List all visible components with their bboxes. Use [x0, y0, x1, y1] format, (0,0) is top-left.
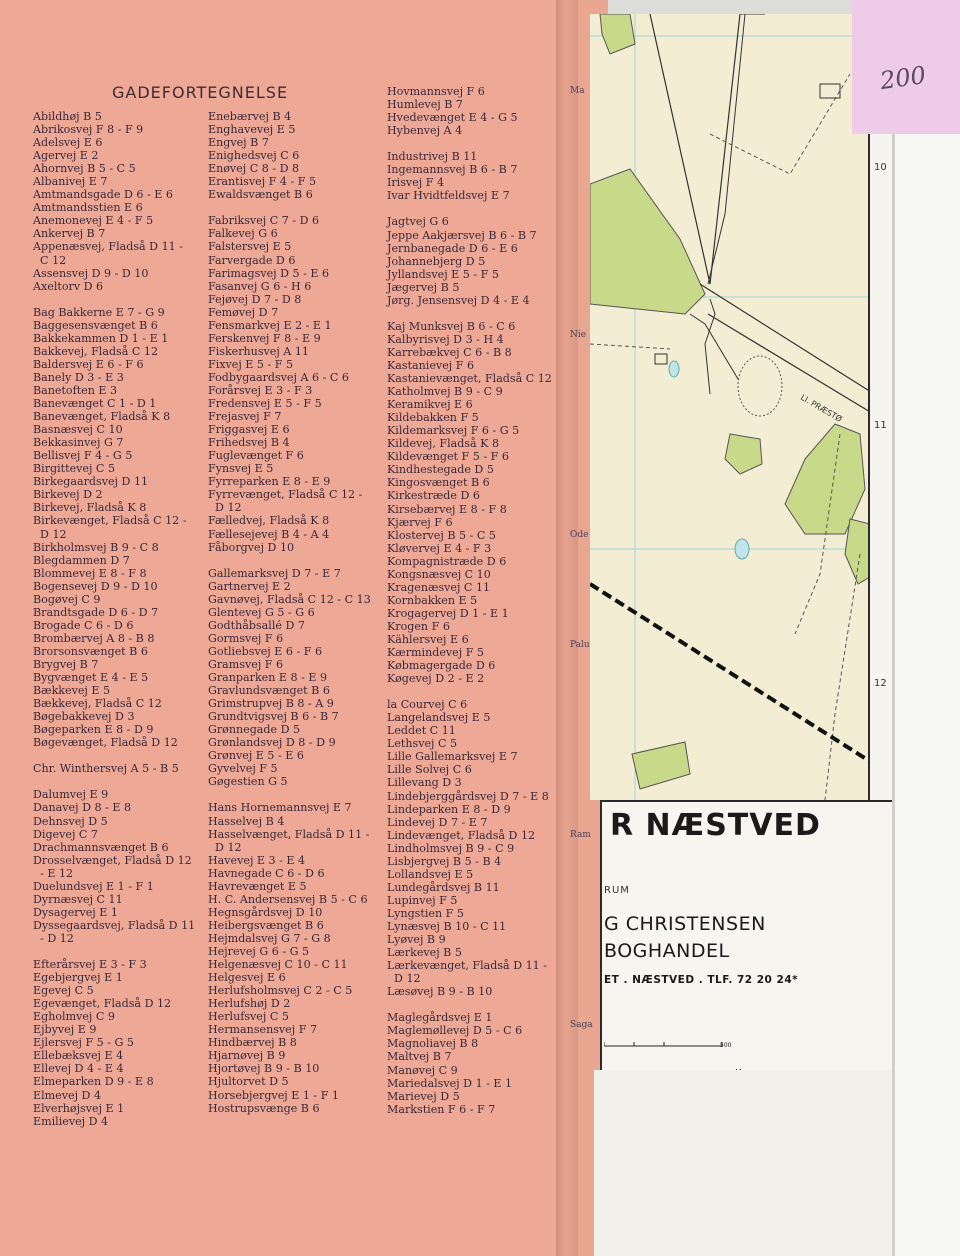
- grid-label: 12: [874, 678, 887, 689]
- street-entry: Krogagervej D 1 - E 1: [387, 606, 509, 620]
- street-entry: Falkevej G 6: [208, 227, 278, 241]
- street-entry: Godthåbsallé D 7: [208, 618, 305, 632]
- street-entry: Banetoften E 3: [33, 383, 118, 397]
- street-entry: Keramikvej E 6: [387, 398, 473, 412]
- street-entry: Farvergade D 6: [208, 253, 296, 267]
- street-entry: Drachmannsvænget B 6: [33, 840, 169, 854]
- street-entry: Industrivej B 11: [387, 150, 478, 164]
- street-column-2: [208, 110, 371, 1115]
- street-entry: Havrevænget E 5: [208, 879, 307, 893]
- map-drawing: [590, 14, 890, 800]
- street-entry: Lyngstien F 5: [387, 906, 464, 920]
- street-entry: Maglegårdsvej E 1: [387, 1011, 493, 1025]
- street-entry: Birgittevej C 5: [33, 462, 116, 476]
- street-entry: Herlufsholmsvej C 2 - C 5: [208, 984, 353, 998]
- street-entry: Klostervej B 5 - C 5: [387, 528, 496, 542]
- street-entry: Bekkasinvej G 7: [33, 436, 124, 450]
- street-entry: Hybenvej A 4: [387, 124, 463, 138]
- street-entry: Heibergsvænget B 6: [208, 918, 324, 932]
- street-entry: Baggesensvænget B 6: [33, 318, 158, 332]
- street-entry: Bygvænget E 4 - E 5: [33, 671, 149, 685]
- street-entry: Banevænget, Fladså K 8: [33, 410, 171, 424]
- street-entry: Lindevænget, Fladså D 12: [387, 828, 536, 842]
- street-entry: [387, 137, 552, 150]
- street-entry: la Courvej C 6: [387, 698, 468, 712]
- street-entry: Bækkevej E 5: [33, 684, 111, 698]
- street-entry: [387, 202, 552, 215]
- street-entry: Ivar Hvidtfeldsvej E 7: [387, 189, 510, 203]
- street-entry: Appenæsvej, Fladså D 11 -: [33, 240, 183, 254]
- street-entry: D 12: [33, 527, 67, 541]
- edge-text: Nie: [570, 330, 587, 340]
- street-entry: D 12: [208, 501, 242, 515]
- street-entry: Lindevej D 7 - E 7: [387, 815, 488, 829]
- street-entry: Kastanievej F 6: [387, 358, 475, 372]
- street-entry: Duelundsvej E 1 - F 1: [33, 879, 154, 893]
- street-entry: Engvej B 7: [208, 136, 269, 150]
- legend-scale: 500: [720, 1042, 732, 1049]
- street-column-3: [387, 85, 552, 1116]
- street-entry: Mariedalsvej D 1 - E 1: [387, 1076, 513, 1090]
- street-entry: Anemonevej E 4 - F 5: [33, 214, 154, 228]
- street-entry: Hermansensvej F 7: [208, 1023, 317, 1037]
- street-entry: Lyøvej B 9: [387, 933, 446, 947]
- street-entry: Granparken E 8 - E 9: [208, 671, 328, 685]
- street-entry: Leddet C 11: [387, 724, 456, 738]
- edge-text: Palu: [570, 640, 590, 650]
- street-entry: Helgenæsvej C 10 - C 11: [208, 958, 348, 972]
- street-entry: Bogøvej C 9: [33, 592, 101, 606]
- map-page-edges: [594, 1070, 894, 1256]
- street-entry: Langelandsvej E 5: [387, 711, 491, 725]
- street-entry: Digevej C 7: [33, 827, 98, 841]
- street-entry: Dysagervej E 1: [33, 905, 118, 919]
- street-entry: Lundegårdsvej B 11: [387, 880, 500, 894]
- street-entry: Hasselvænget, Fladså D 11 -: [208, 827, 370, 841]
- street-entry: Gartnervej E 2: [208, 579, 291, 593]
- street-entry: Kærmindevej F 5: [387, 646, 484, 660]
- street-column-1: [33, 110, 195, 1128]
- street-entry: Forårsvej E 3 - F 3: [208, 383, 313, 397]
- street-entry: Herlufshøj D 2: [208, 997, 291, 1011]
- street-entry: Lindholmsvej B 9 - C 9: [387, 841, 515, 855]
- street-entry: Birkevej D 2: [33, 488, 103, 502]
- street-entry: Kastanievænget, Fladså C 12: [387, 372, 552, 386]
- street-entry: Frihedsvej B 4: [208, 436, 290, 450]
- street-entry: [33, 749, 195, 762]
- street-entry: Egholmvej C 9: [33, 1010, 115, 1024]
- street-entry: Gøgestien G 5: [208, 775, 288, 789]
- street-entry: Drosselvænget, Fladså D 12: [33, 853, 192, 867]
- street-entry: Jyllandsvej E 5 - F 5: [387, 267, 499, 281]
- street-entry: Gormsvej F 6: [208, 631, 284, 645]
- street-entry: Helgesvej E 6: [208, 971, 286, 985]
- map-legend-edge: [870, 800, 892, 1072]
- edge-text: Saga: [570, 1020, 593, 1030]
- street-entry: Magnoliavej B 8: [387, 1037, 479, 1051]
- street-entry: Jægervej B 5: [387, 280, 460, 294]
- street-entry: Lille Solvej C 6: [387, 763, 472, 777]
- street-entry: Friggasvej E 6: [208, 423, 290, 437]
- street-entry: [33, 293, 195, 306]
- street-entry: Ferskenvej F 8 - E 9: [208, 331, 321, 345]
- street-entry: Ejbyvej E 9: [33, 1023, 97, 1037]
- street-entry: Enebærvej B 4: [208, 110, 292, 123]
- street-entry: Fabriksvej C 7 - D 6: [208, 214, 320, 228]
- street-entry: Hjortøvej B 9 - B 10: [208, 1062, 320, 1076]
- street-entry: Frejasvej F 7: [208, 410, 282, 424]
- street-entry: Fyrreparken E 8 - E 9: [208, 475, 331, 489]
- street-entry: Kaj Munksvej B 6 - C 6: [387, 319, 516, 333]
- street-entry: Irisvej F 4: [387, 176, 445, 190]
- scale-bar: [604, 1040, 724, 1048]
- street-entry: Gramsvej F 6: [208, 657, 284, 671]
- street-entry: Hjarnøvej B 9: [208, 1049, 286, 1063]
- price-note-text: 200: [878, 60, 928, 96]
- street-entry: Fiskerhusvej A 11: [208, 344, 309, 358]
- street-entry: Kildebakken F 5: [387, 411, 479, 425]
- street-entry: Grimstrupvej B 8 - A 9: [208, 697, 334, 711]
- street-entry: Chr. Winthersvej A 5 - B 5: [33, 762, 179, 776]
- street-entry: Blommevej E 8 - F 8: [33, 566, 147, 580]
- street-entry: Hjultorvet D 5: [208, 1075, 289, 1089]
- street-entry: Hegnsgårdsvej D 10: [208, 905, 323, 919]
- street-entry: Lynæsvej B 10 - C 11: [387, 920, 507, 933]
- street-entry: Gallemarksvej D 7 - E 7: [208, 566, 341, 580]
- street-entry: Køgevej D 2 - E 2: [387, 672, 485, 686]
- street-entry: Jeppe Aakjærsvej B 6 - B 7: [387, 228, 537, 242]
- street-entry: Lindebjerggårdsvej D 7 - E 8: [387, 789, 549, 803]
- street-entry: Gavnøvej, Fladså C 12 - C 13: [208, 592, 371, 606]
- grid-label: 11: [874, 420, 887, 431]
- edge-text: Ma: [570, 86, 585, 96]
- street-entry: Elmeparken D 9 - E 8: [33, 1075, 154, 1089]
- street-entry: Marievej D 5: [387, 1089, 460, 1103]
- street-entry: Lindeparken E 8 - D 9: [387, 802, 511, 816]
- street-entry: Falstersvej E 5: [208, 240, 292, 254]
- street-entry: Kornbakken E 5: [387, 593, 478, 607]
- street-entry: Ellebæksvej E 4: [33, 1049, 124, 1063]
- street-entry: Amtmandsstien E 6: [33, 201, 143, 215]
- street-entry: Fensmarkvej E 2 - E 1: [208, 318, 332, 332]
- grid-label: 10: [874, 162, 887, 173]
- street-entry: Birkholmsvej B 9 - C 8: [33, 540, 159, 554]
- street-entry: Bogensevej D 9 - D 10: [33, 579, 158, 593]
- street-entry: Banevænget C 1 - D 1: [33, 397, 157, 411]
- street-entry: Blegdammen D 7: [33, 553, 130, 567]
- street-entry: Ellevej D 4 - E 4: [33, 1062, 124, 1076]
- street-entry: Efterårsvej E 3 - F 3: [33, 958, 147, 972]
- street-entry: Bøgebakkevej D 3: [33, 710, 135, 724]
- street-entry: Kählersvej E 6: [387, 632, 469, 646]
- panel-fold: [556, 0, 578, 1256]
- street-entry: Læsøvej B 9 - B 10: [387, 985, 493, 999]
- street-entry: Birkevej, Fladså K 8: [33, 501, 147, 515]
- street-entry: Lethsvej C 5: [387, 737, 458, 751]
- street-entry: Lisbjergvej B 5 - B 4: [387, 854, 502, 868]
- street-entry: Købmagergade D 6: [387, 659, 496, 673]
- street-entry: Ingemannsvej B 6 - B 7: [387, 163, 518, 177]
- street-entry: Ahornvej B 5 - C 5: [33, 162, 136, 176]
- street-entry: Jernbanegade D 6 - E 6: [387, 241, 518, 255]
- street-entry: Kløvervej E 4 - F 3: [387, 541, 492, 555]
- street-entry: Albanivej E 7: [33, 175, 108, 189]
- street-entry: Hejmdalsvej G 7 - G 8: [208, 931, 331, 945]
- street-entry: Hans Hornemannsvej E 7: [208, 801, 352, 815]
- street-entry: Fælledvej, Fladså K 8: [208, 514, 330, 528]
- street-entry: Hindbærvej B 8: [208, 1036, 297, 1050]
- street-entry: Havevej E 3 - E 4: [208, 853, 306, 867]
- street-entry: Bøgevænget, Fladså D 12: [33, 736, 178, 750]
- street-entry: [387, 998, 552, 1011]
- street-entry: Enøvej C 8 - D 8: [208, 162, 300, 176]
- street-entry: Fællesejevej B 4 - A 4: [208, 527, 330, 541]
- street-entry: Bakkekammen D 1 - E 1: [33, 331, 169, 345]
- street-entry: Ejlersvej F 5 - G 5: [33, 1036, 134, 1050]
- street-entry: Fixvej E 5 - F 5: [208, 357, 294, 371]
- street-entry: Fynsvej E 5: [208, 462, 274, 476]
- street-entry: Kongsnæsvej C 10: [387, 567, 491, 581]
- street-entry: Kalbyrisvej D 3 - H 4: [387, 332, 504, 346]
- street-entry: Axeltorv D 6: [33, 279, 104, 293]
- street-entry: Hovmannsvej F 6: [387, 85, 485, 98]
- street-entry: Lupinvej F 5: [387, 893, 458, 907]
- street-entry: Hvedevænget E 4 - G 5: [387, 111, 518, 125]
- street-entry: [33, 945, 195, 958]
- street-entry: Lollandsvej E 5: [387, 867, 474, 881]
- street-entry: Lille Gallemarksvej E 7: [387, 750, 518, 764]
- street-entry: Lærkevænget, Fladså D 11 -: [387, 959, 548, 973]
- street-entry: Kompagnistræde D 6: [387, 554, 507, 568]
- street-entry: Kjærvej F 6: [387, 515, 453, 529]
- street-entry: Emilievej D 4: [33, 1114, 109, 1128]
- street-entry: Kindhestegade D 5: [387, 463, 494, 477]
- street-entry: - D 12: [33, 931, 74, 945]
- street-entry: [208, 554, 371, 567]
- street-entry: Basnæsvej C 10: [33, 423, 123, 437]
- street-entry: Ankervej B 7: [33, 227, 106, 241]
- street-entry: Egevej C 5: [33, 984, 94, 998]
- street-entry: Hejrevej G 6 - G 5: [208, 945, 310, 958]
- svg-text:Ll. PRÆSTØ: Ll. PRÆSTØ: [799, 392, 844, 424]
- street-entry: Jørg. Jensensvej D 4 - E 4: [387, 293, 530, 307]
- street-entry: Kirsebærvej E 8 - F 8: [387, 502, 507, 516]
- street-entry: D 12: [387, 972, 421, 986]
- city-map: [590, 14, 890, 800]
- street-entry: Fuglevænget F 6: [208, 449, 304, 463]
- street-entry: C 12: [33, 253, 67, 267]
- street-entry: Markstien F 6 - F 7: [387, 1102, 496, 1116]
- street-entry: - E 12: [33, 866, 74, 880]
- street-entry: Brogade C 6 - D 6: [33, 618, 134, 632]
- street-entry: [208, 788, 371, 801]
- street-entry: Humlevej B 7: [387, 98, 463, 112]
- legend-subtitle: RUM: [604, 885, 630, 896]
- street-entry: Assensvej D 9 - D 10: [33, 266, 149, 280]
- street-entry: Bækkevej, Fladså C 12: [33, 697, 162, 711]
- street-entry: Banely D 3 - E 3: [33, 370, 124, 384]
- street-entry: Katholmvej B 9 - C 9: [387, 385, 503, 399]
- street-entry: Kildemarksvej F 6 - G 5: [387, 424, 520, 438]
- street-entry: Krogen F 6: [387, 619, 450, 633]
- street-entry: Grundtvigsvej B 6 - B 7: [208, 710, 339, 724]
- street-entry: H. C. Andersensvej B 5 - C 6: [208, 892, 368, 906]
- street-entry: Bellisvej F 4 - G 5: [33, 449, 133, 463]
- street-entry: Bakkevej, Fladså C 12: [33, 344, 159, 358]
- street-entry: Grønvej E 5 - E 6: [208, 749, 304, 763]
- street-entry: Johannebjerg D 5: [387, 254, 486, 268]
- street-entry: Gotliebsvej E 6 - F 6: [208, 644, 323, 658]
- street-entry: Baldersvej E 6 - F 6: [33, 357, 144, 371]
- street-entry: Grønnegade D 5: [208, 723, 301, 737]
- street-entry: Glentevej G 5 - G 6: [208, 605, 315, 619]
- street-entry: Brandtsgade D 6 - D 7: [33, 605, 159, 619]
- street-entry: Abildhøj B 5: [33, 110, 102, 123]
- street-entry: Kingosvænget B 6: [387, 476, 490, 490]
- street-entry: Birkevænget, Fladså C 12 -: [33, 514, 187, 528]
- street-entry: Kragenæsvej C 11: [387, 580, 491, 594]
- street-entry: Maltvej B 7: [387, 1050, 452, 1064]
- index-title: GADEFORTEGNELSE: [112, 83, 289, 102]
- street-entry: Kildevænget F 5 - F 6: [387, 450, 509, 464]
- street-entry: Dyssegaardsvej, Fladså D 11: [33, 918, 196, 932]
- legend-publisher: G CHRISTENSEN: [604, 913, 766, 935]
- street-entry: Gyvelvej F 5: [208, 762, 278, 776]
- street-entry: Horsebjergvej E 1 - F 1: [208, 1088, 339, 1102]
- street-entry: Egevænget, Fladså D 12: [33, 997, 172, 1011]
- street-entry: Erantisvej F 4 - F 5: [208, 175, 317, 189]
- street-entry: Bag Bakkerne E 7 - G 9: [33, 305, 165, 319]
- legend-publisher-2: BOGHANDEL: [604, 940, 730, 962]
- street-entry: Kirkestræde D 6: [387, 489, 480, 503]
- street-entry: Agervej E 2: [33, 149, 99, 163]
- street-entry: Birkegaardsvej D 11: [33, 475, 149, 489]
- street-entry: Fodbygaardsvej A 6 - C 6: [208, 370, 349, 384]
- street-entry: Fredensvej E 5 - F 5: [208, 397, 322, 411]
- street-entry: Havnegade C 6 - D 6: [208, 866, 325, 880]
- street-entry: [387, 307, 552, 320]
- street-entry: [33, 775, 195, 788]
- street-entry: Dalumvej E 9: [33, 788, 109, 802]
- street-entry: Herlufsvej C 5: [208, 1010, 289, 1024]
- street-entry: Enighedsvej C 6: [208, 149, 300, 163]
- street-entry: Hostrupsvænge B 6: [208, 1101, 320, 1115]
- street-entry: Fyrrevænget, Fladså C 12 -: [208, 488, 363, 502]
- street-entry: Elmevej D 4: [33, 1088, 102, 1102]
- street-entry: Lillevang D 3: [387, 776, 462, 790]
- street-entry: Brorsonsvænget B 6: [33, 644, 148, 658]
- card-shadow: [892, 130, 895, 1256]
- edge-text: Ram: [570, 830, 591, 840]
- street-entry: Jagtvej G 6: [387, 215, 449, 229]
- street-entry: Gravlundsvænget B 6: [208, 684, 330, 698]
- street-entry: Egebjergvej E 1: [33, 971, 123, 985]
- street-entry: Fejøvej D 7 - D 8: [208, 292, 302, 306]
- street-entry: Dehnsvej D 5: [33, 814, 108, 828]
- street-entry: Grønlandsvej D 8 - D 9: [208, 736, 336, 750]
- street-entry: Brygvej B 7: [33, 657, 99, 671]
- street-entry: Elverhøjsvej E 1: [33, 1101, 125, 1115]
- legend-title: R NÆSTVED: [610, 808, 821, 843]
- street-entry: Enghavevej E 5: [208, 123, 296, 137]
- street-entry: Karrebækvej C 6 - B 8: [387, 345, 512, 359]
- street-entry: [387, 685, 552, 698]
- edge-text: Ode: [570, 530, 589, 540]
- street-entry: Lærkevej B 5: [387, 946, 462, 960]
- street-entry: Maglemøllevej D 5 - C 6: [387, 1024, 523, 1038]
- street-entry: Ewaldsvænget B 6: [208, 188, 313, 202]
- legend-address: ET . NÆSTVED . TLF. 72 20 24*: [604, 974, 799, 986]
- street-entry: Femøvej D 7: [208, 305, 279, 319]
- street-entry: Manøvej C 9: [387, 1063, 458, 1077]
- back-card: [892, 130, 960, 1256]
- street-entry: Bøgeparken E 8 - D 9: [33, 723, 154, 737]
- street-entry: D 12: [208, 840, 242, 854]
- street-entry: Brombærvej A 8 - B 8: [33, 631, 155, 645]
- street-entry: Adelsvej E 6: [33, 136, 103, 150]
- street-entry: Dyrnæsvej C 11: [33, 892, 123, 906]
- street-entry: Danavej D 8 - E 8: [33, 801, 132, 815]
- street-entry: Kildevej, Fladså K 8: [387, 437, 500, 451]
- street-entry: Fasanvej G 6 - H 6: [208, 279, 312, 293]
- street-entry: Abrikosvej F 8 - F 9: [33, 123, 144, 137]
- street-entry: [208, 201, 371, 214]
- street-entry: Amtmandsgade D 6 - E 6: [33, 188, 173, 202]
- street-entry: Fåborgvej D 10: [208, 540, 295, 554]
- street-entry: Hasselvej B 4: [208, 814, 285, 828]
- street-entry: Farimagsvej D 5 - E 6: [208, 266, 330, 280]
